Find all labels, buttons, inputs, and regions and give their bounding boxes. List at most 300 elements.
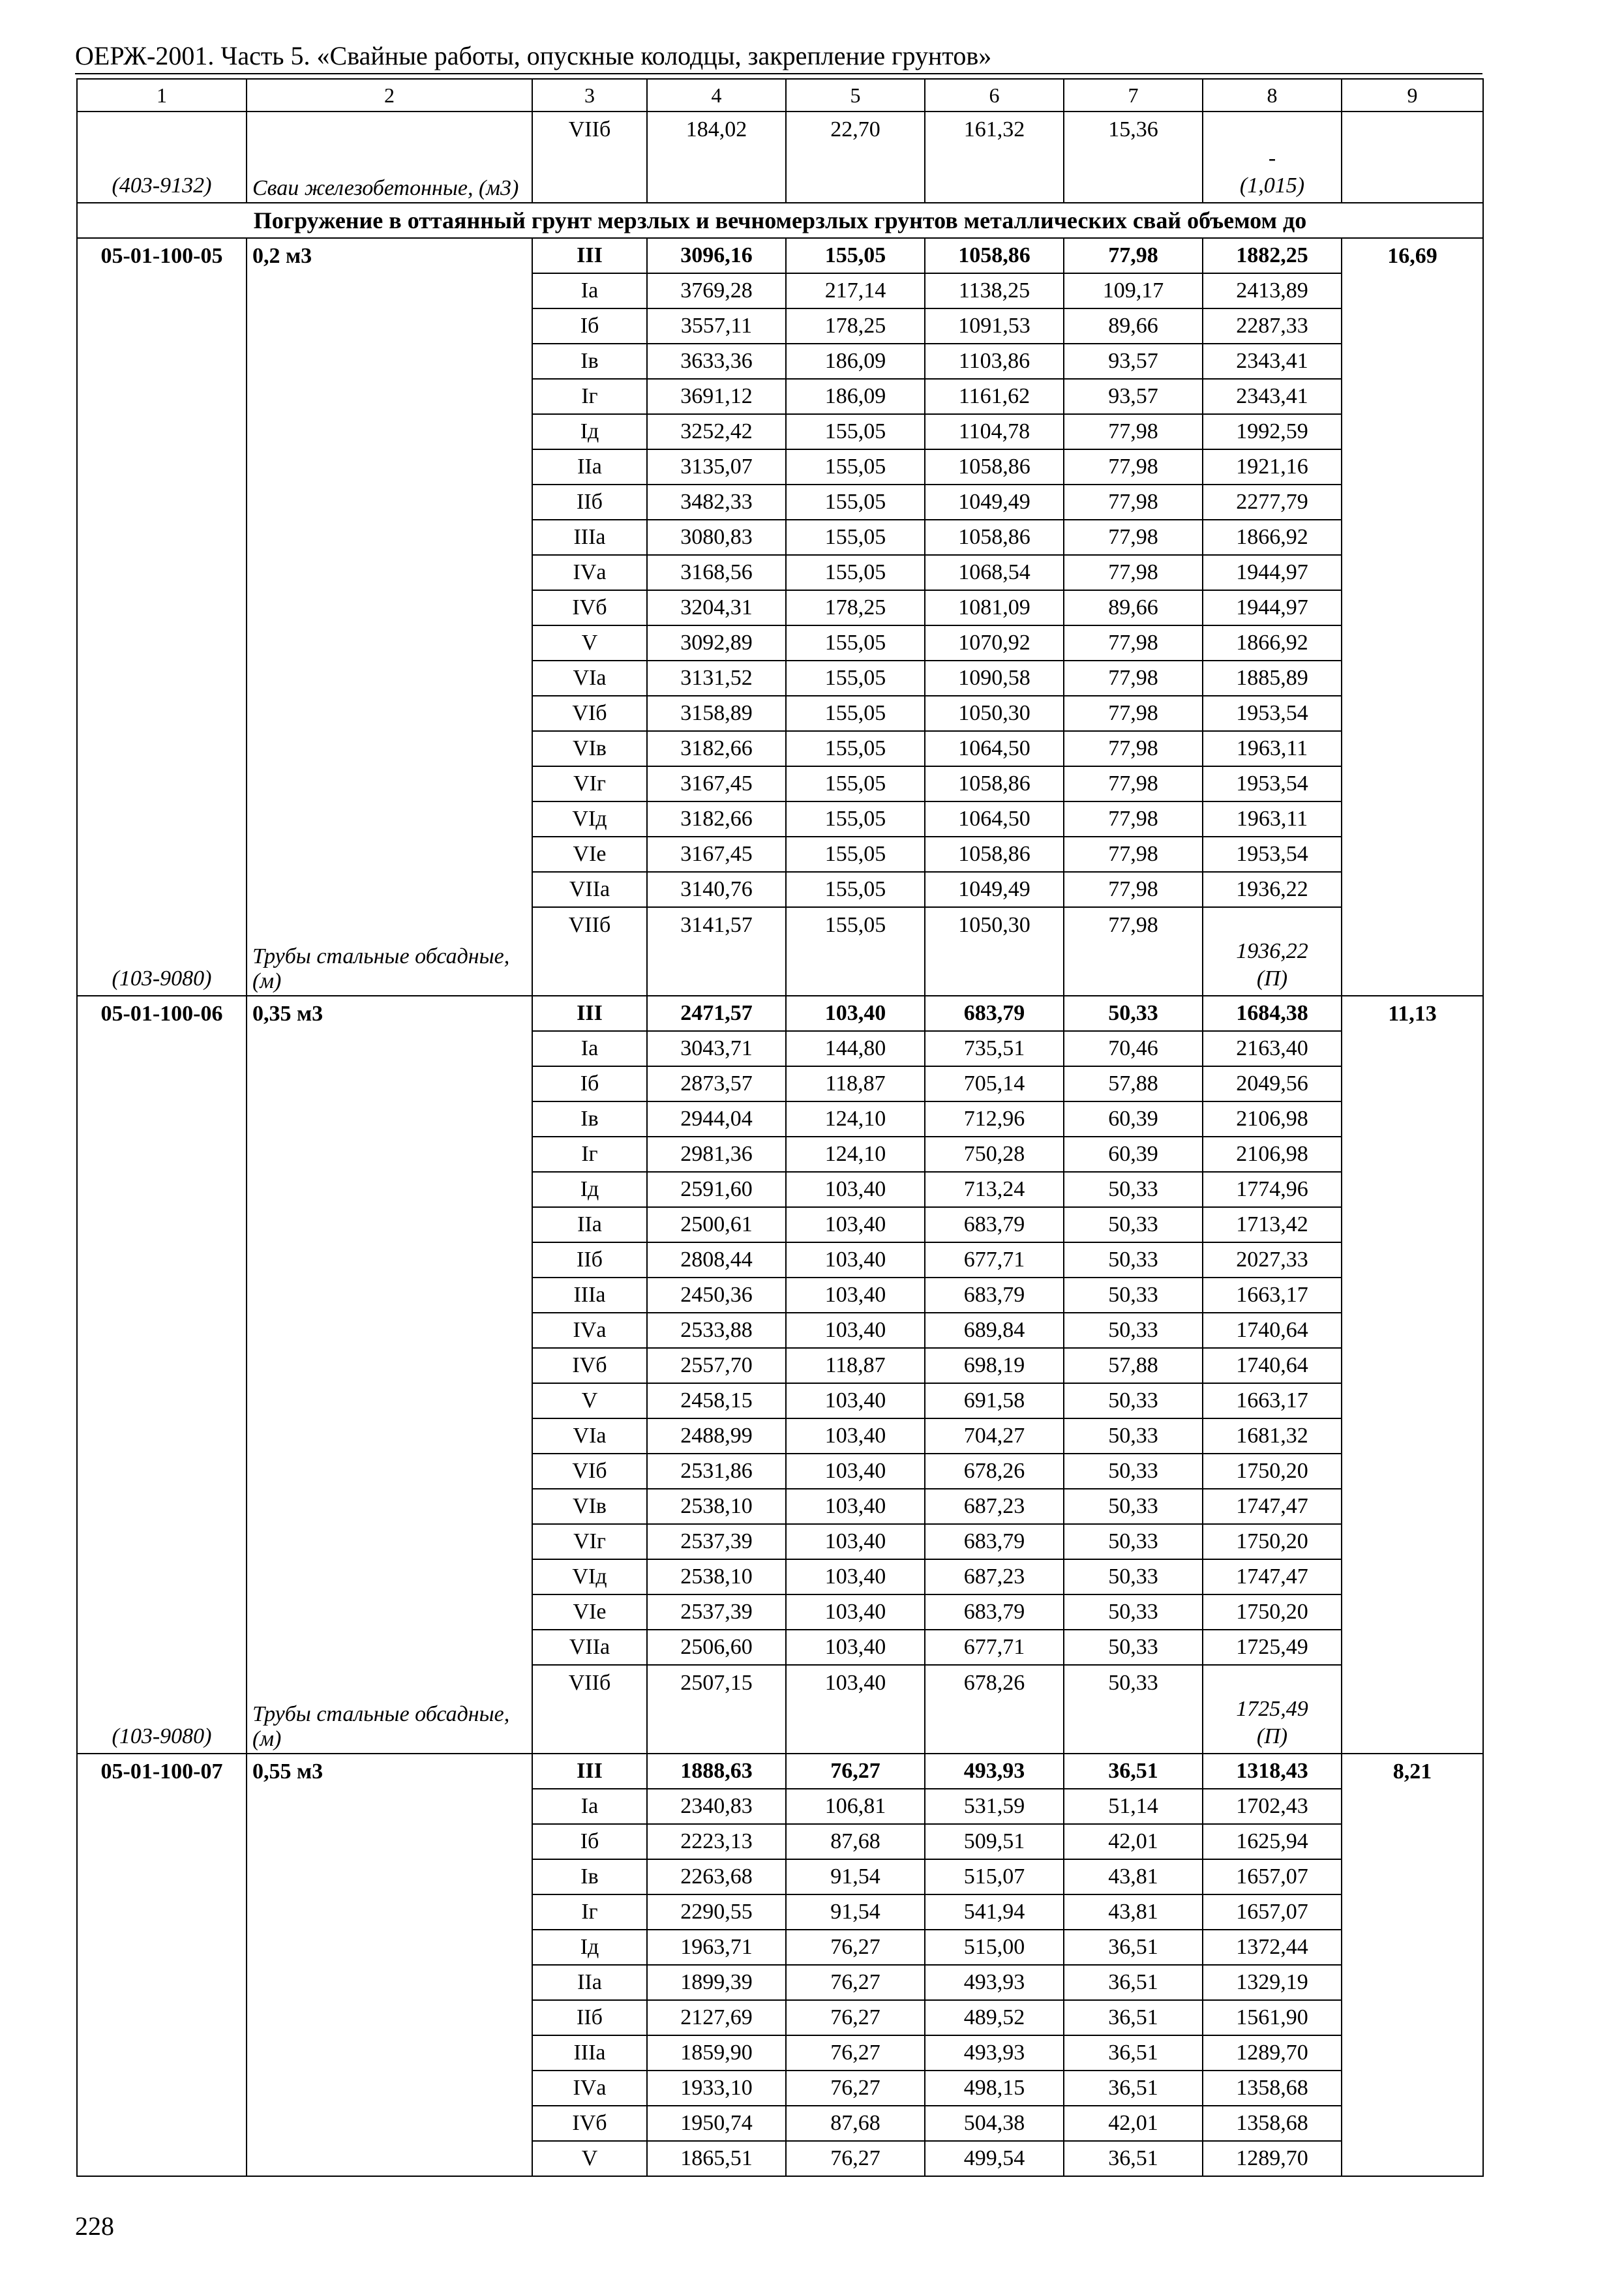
- code-cell-empty: [77, 1859, 247, 1894]
- region-cell: VIIа: [532, 1630, 647, 1665]
- value-cell: 155,05: [786, 696, 925, 731]
- value-cell: 2531,86: [647, 1454, 786, 1489]
- table-row: [77, 1278, 1483, 1313]
- value-cell: 1750,20: [1203, 1454, 1342, 1489]
- value-cell: 89,66: [1064, 590, 1203, 625]
- region-cell: IVа: [532, 1313, 647, 1348]
- table-row: [77, 1524, 1483, 1559]
- value-cell: [1064, 1665, 1203, 1754]
- description-cell-empty: [247, 308, 532, 344]
- table-row: [77, 1859, 1483, 1894]
- value-cell: 89,66: [1064, 308, 1203, 344]
- value-cell: 3633,36: [647, 344, 786, 379]
- region-cell: III: [532, 996, 647, 1031]
- value-cell: 60,39: [1064, 1137, 1203, 1172]
- table-row: [77, 661, 1483, 696]
- value-cell: 1358,68: [1203, 2106, 1342, 2141]
- material-qty: [1203, 907, 1342, 996]
- value-cell: 1866,92: [1203, 520, 1342, 555]
- value-cell: 1064,50: [925, 731, 1064, 766]
- column-number: 6: [925, 79, 1064, 112]
- value-cell: 76,27: [786, 2000, 925, 2035]
- table-row: [77, 414, 1483, 449]
- material-qty: [1203, 112, 1342, 203]
- table-row: [77, 766, 1483, 801]
- labor-cell-empty: [1342, 2071, 1483, 2106]
- table-row: [77, 2071, 1483, 2106]
- labor-cell-empty: [1342, 2035, 1483, 2071]
- labor-cell-empty: [1342, 379, 1483, 414]
- code-cell-empty: [77, 555, 247, 590]
- value-cell: 1058,86: [925, 520, 1064, 555]
- value-cell: 504,38: [925, 2106, 1064, 2141]
- description-cell-empty: [247, 1242, 532, 1278]
- labor-cell-empty: [1342, 2141, 1483, 2176]
- value-cell: 217,14: [786, 273, 925, 308]
- labor-cell-empty: [1342, 1454, 1483, 1489]
- labor-cell-empty: [1342, 1172, 1483, 1207]
- value-cell: 515,07: [925, 1859, 1064, 1894]
- value-cell: 1747,47: [1203, 1489, 1342, 1524]
- value-cell: 2127,69: [647, 2000, 786, 2035]
- value-cell: 186,09: [786, 344, 925, 379]
- description-cell: 0,55 м3: [247, 1754, 532, 1789]
- region-cell: VIб: [532, 696, 647, 731]
- value-cell: 2458,15: [647, 1383, 786, 1418]
- value-cell: 1289,70: [1203, 2141, 1342, 2176]
- value-cell: 77,98: [1064, 766, 1203, 801]
- column-number: 9: [1342, 79, 1483, 112]
- value-cell: 76,27: [786, 1930, 925, 1965]
- labor-cell-empty: [1342, 1137, 1483, 1172]
- value-cell: 118,87: [786, 1348, 925, 1383]
- code-cell-empty: [77, 590, 247, 625]
- description-cell-empty: [247, 661, 532, 696]
- code-cell-empty: [77, 2000, 247, 2035]
- value-cell: 1740,64: [1203, 1348, 1342, 1383]
- table-row: [77, 625, 1483, 661]
- description-cell-empty: [247, 2141, 532, 2176]
- value-cell: 77,98: [1064, 555, 1203, 590]
- description-cell-empty: [247, 2106, 532, 2141]
- labor-cell-empty: [1342, 1930, 1483, 1965]
- description-cell-empty: [247, 1101, 532, 1137]
- value-cell: 42,01: [1064, 1824, 1203, 1859]
- description-cell-empty: [247, 1789, 532, 1824]
- table-row: [77, 837, 1483, 872]
- column-number: 8: [1203, 79, 1342, 112]
- value-cell: 155,05: [786, 801, 925, 837]
- value-cell-value: 678,26: [963, 1671, 1025, 1695]
- region-cell: Iд: [532, 414, 647, 449]
- value-cell: 1663,17: [1203, 1278, 1342, 1313]
- code-cell-empty: [77, 1031, 247, 1066]
- value-cell: 103,40: [786, 1313, 925, 1348]
- value-cell: 1058,86: [925, 449, 1064, 485]
- value-cell: 698,19: [925, 1348, 1064, 1383]
- value-cell: 124,10: [786, 1137, 925, 1172]
- region-cell: Iд: [532, 1930, 647, 1965]
- value-cell: 2944,04: [647, 1101, 786, 1137]
- value-cell: 1944,97: [1203, 590, 1342, 625]
- description-cell: 0,2 м3: [247, 238, 532, 273]
- column-number: 3: [532, 79, 647, 112]
- value-cell: 50,33: [1064, 1172, 1203, 1207]
- value-cell: 2223,13: [647, 1824, 786, 1859]
- value-cell: 1936,22: [1203, 872, 1342, 907]
- code-cell-empty: [77, 1930, 247, 1965]
- value-cell: 77,98: [1064, 485, 1203, 520]
- material-code-material: (103-9080): [112, 1724, 212, 1748]
- value-cell: 2277,79: [1203, 485, 1342, 520]
- value-cell: 3043,71: [647, 1031, 786, 1066]
- region-cell: VIд: [532, 801, 647, 837]
- material-name: [247, 1665, 532, 1754]
- description-cell-empty: [247, 1594, 532, 1630]
- description-cell-empty: [247, 1418, 532, 1454]
- value-cell: 77,98: [1064, 625, 1203, 661]
- value-cell: 50,33: [1064, 1383, 1203, 1418]
- value-cell: 50,33: [1064, 1594, 1203, 1630]
- value-cell: 689,84: [925, 1313, 1064, 1348]
- material-row: [77, 907, 1483, 996]
- value-cell: 499,54: [925, 2141, 1064, 2176]
- value-cell: 155,05: [786, 414, 925, 449]
- value-cell: 2488,99: [647, 1418, 786, 1454]
- region-cell: IVб: [532, 2106, 647, 2141]
- value-cell: [925, 112, 1064, 203]
- labor-cell-empty: [1342, 696, 1483, 731]
- value-cell: 1866,92: [1203, 625, 1342, 661]
- value-cell: 3182,66: [647, 801, 786, 837]
- region-cell-value: VIIб: [568, 1671, 611, 1695]
- column-number-row: [77, 79, 1483, 112]
- table-row: [77, 485, 1483, 520]
- table-row: [77, 1207, 1483, 1242]
- value-cell: 1329,19: [1203, 1965, 1342, 2000]
- material-name-material: Трубы стальные обсадные, (м): [252, 1702, 510, 1751]
- region-cell-value: VIIб: [568, 913, 611, 937]
- region-cell: VIг: [532, 766, 647, 801]
- value-cell: 178,25: [786, 308, 925, 344]
- labor-cell-empty: [1342, 661, 1483, 696]
- value-cell: 1058,86: [925, 238, 1064, 273]
- column-number: 7: [1064, 79, 1203, 112]
- code-cell-empty: [77, 731, 247, 766]
- table-row: [77, 1066, 1483, 1101]
- value-cell: 2537,39: [647, 1524, 786, 1559]
- material-name-material: Трубы стальные обсадные, (м): [252, 944, 510, 993]
- code-cell-empty: [77, 2035, 247, 2071]
- labor-cell-empty: [1342, 1242, 1483, 1278]
- region-cell: Iд: [532, 1172, 647, 1207]
- description-cell-empty: [247, 1859, 532, 1894]
- value-cell: 691,58: [925, 1383, 1064, 1418]
- value-cell: 2163,40: [1203, 1031, 1342, 1066]
- labor-cell-empty: [1342, 485, 1483, 520]
- value-cell: 2106,98: [1203, 1137, 1342, 1172]
- value-cell: 1091,53: [925, 308, 1064, 344]
- value-cell: 103,40: [786, 1489, 925, 1524]
- labor-cell-empty: [1342, 625, 1483, 661]
- value-cell: 1963,11: [1203, 801, 1342, 837]
- table-row: [77, 1137, 1483, 1172]
- table-row: [77, 2141, 1483, 2176]
- code-cell-empty: [77, 2141, 247, 2176]
- code-cell-empty: [77, 801, 247, 837]
- value-cell: 118,87: [786, 1066, 925, 1101]
- material-code-material: (103-9080): [112, 966, 212, 991]
- value-cell: 109,17: [1064, 273, 1203, 308]
- value-cell: 1885,89: [1203, 661, 1342, 696]
- description-cell-empty: [247, 696, 532, 731]
- description-cell-empty: [247, 1172, 532, 1207]
- value-cell: 1725,49: [1203, 1630, 1342, 1665]
- value-cell: [647, 907, 786, 996]
- value-cell: 1081,09: [925, 590, 1064, 625]
- value-cell: 683,79: [925, 1524, 1064, 1559]
- value-cell-value: 155,05: [824, 913, 886, 937]
- description-cell-empty: [247, 520, 532, 555]
- region-cell: [532, 1665, 647, 1754]
- value-cell: 50,33: [1064, 996, 1203, 1031]
- value-cell: 155,05: [786, 520, 925, 555]
- value-cell: 3167,45: [647, 837, 786, 872]
- value-cell: 3691,12: [647, 379, 786, 414]
- code-cell-empty: [77, 766, 247, 801]
- description-cell-empty: [247, 555, 532, 590]
- region-cell: Iа: [532, 1789, 647, 1824]
- value-cell: 2500,61: [647, 1207, 786, 1242]
- value-cell: 1859,90: [647, 2035, 786, 2071]
- labor-cell-empty: [1342, 1559, 1483, 1594]
- value-cell: 3140,76: [647, 872, 786, 907]
- region-cell: VIв: [532, 731, 647, 766]
- value-cell-value: 1050,30: [958, 913, 1030, 937]
- value-cell: 2506,60: [647, 1630, 786, 1665]
- material-qty-material: (П): [1256, 966, 1288, 991]
- code-cell-empty: [77, 1066, 247, 1101]
- labor-cell-empty: [1342, 590, 1483, 625]
- value-cell: 1657,07: [1203, 1894, 1342, 1930]
- region-cell: Iа: [532, 1031, 647, 1066]
- region-cell: Iа: [532, 273, 647, 308]
- region-cell: VIе: [532, 1594, 647, 1630]
- value-cell: 144,80: [786, 1031, 925, 1066]
- description-cell-empty: [247, 1524, 532, 1559]
- value-cell: [647, 1665, 786, 1754]
- code-cell-empty: [77, 344, 247, 379]
- value-cell: 87,68: [786, 2106, 925, 2141]
- material-qty: [1203, 1665, 1342, 1754]
- value-cell: 1740,64: [1203, 1313, 1342, 1348]
- value-cell: 124,10: [786, 1101, 925, 1137]
- description-cell-empty: [247, 344, 532, 379]
- value-cell: 155,05: [786, 731, 925, 766]
- table-row: [77, 1965, 1483, 2000]
- table-row: [77, 1754, 1483, 1789]
- value-cell: 1953,54: [1203, 837, 1342, 872]
- value-cell-value: 22,70: [830, 117, 880, 142]
- column-number: 1: [77, 79, 247, 112]
- value-cell: [786, 907, 925, 996]
- value-cell-value: 77,98: [1108, 913, 1158, 937]
- code-cell-empty: [77, 2106, 247, 2141]
- labor-cell-empty: [1342, 801, 1483, 837]
- value-cell: 2340,83: [647, 1789, 786, 1824]
- value-cell: 77,98: [1064, 837, 1203, 872]
- labor-cell: [1342, 112, 1483, 203]
- code-cell: 05-01-100-05: [77, 238, 247, 273]
- labor-cell-empty: [1342, 1665, 1483, 1754]
- value-cell: 155,05: [786, 238, 925, 273]
- value-cell: 1358,68: [1203, 2071, 1342, 2106]
- code-cell-empty: [77, 1278, 247, 1313]
- value-cell: 155,05: [786, 485, 925, 520]
- value-cell: 106,81: [786, 1789, 925, 1824]
- code-cell-empty: [77, 1894, 247, 1930]
- value-cell: 103,40: [786, 1524, 925, 1559]
- labor-cell: 8,21: [1342, 1754, 1483, 1789]
- code-cell-empty: [77, 1101, 247, 1137]
- description-cell-empty: [247, 273, 532, 308]
- value-cell: 1747,47: [1203, 1559, 1342, 1594]
- value-cell: 2981,36: [647, 1137, 786, 1172]
- value-cell: [1064, 112, 1203, 203]
- table-row: [77, 731, 1483, 766]
- value-cell: 2537,39: [647, 1594, 786, 1630]
- description-cell-empty: [247, 1630, 532, 1665]
- code-cell-empty: [77, 837, 247, 872]
- labor-cell-empty: [1342, 1594, 1483, 1630]
- value-cell: 683,79: [925, 996, 1064, 1031]
- labor-cell-empty: [1342, 273, 1483, 308]
- value-cell: 36,51: [1064, 2035, 1203, 2071]
- value-cell: 3769,28: [647, 273, 786, 308]
- value-cell: 1865,51: [647, 2141, 786, 2176]
- value-cell: 103,40: [786, 1383, 925, 1418]
- region-cell: IIб: [532, 2000, 647, 2035]
- code-cell-empty: [77, 1418, 247, 1454]
- value-cell: 36,51: [1064, 1930, 1203, 1965]
- table-row: [77, 555, 1483, 590]
- value-cell: 60,39: [1064, 1101, 1203, 1137]
- region-cell-value: VIIб: [568, 117, 611, 142]
- value-cell: 103,40: [786, 1172, 925, 1207]
- labor-cell-empty: [1342, 344, 1483, 379]
- value-cell: 493,93: [925, 2035, 1064, 2071]
- material-name: [247, 112, 532, 203]
- value-cell: 103,40: [786, 1454, 925, 1489]
- labor-cell: 16,69: [1342, 238, 1483, 273]
- table-row: [77, 590, 1483, 625]
- description-cell-empty: [247, 1137, 532, 1172]
- code-cell-empty: [77, 1594, 247, 1630]
- description-cell-empty: [247, 1930, 532, 1965]
- labor-cell-empty: [1342, 1894, 1483, 1930]
- region-cell: IVб: [532, 1348, 647, 1383]
- code-cell-empty: [77, 1630, 247, 1665]
- value-cell: 50,33: [1064, 1418, 1203, 1454]
- value-cell: 155,05: [786, 766, 925, 801]
- region-cell: IIIа: [532, 520, 647, 555]
- value-cell: 91,54: [786, 1894, 925, 1930]
- labor-cell: 11,13: [1342, 996, 1483, 1031]
- value-cell: 2263,68: [647, 1859, 786, 1894]
- value-cell: 1049,49: [925, 872, 1064, 907]
- labor-cell-empty: [1342, 1313, 1483, 1348]
- value-cell: 750,28: [925, 1137, 1064, 1172]
- material-row: [77, 1665, 1483, 1754]
- region-cell: V: [532, 1383, 647, 1418]
- value-cell: 2027,33: [1203, 1242, 1342, 1278]
- value-cell: 515,00: [925, 1930, 1064, 1965]
- value-cell: 77,98: [1064, 520, 1203, 555]
- value-cell: 541,94: [925, 1894, 1064, 1930]
- table-row: [77, 1559, 1483, 1594]
- value-cell: 43,81: [1064, 1859, 1203, 1894]
- region-cell: IVа: [532, 555, 647, 590]
- value-cell: 2533,88: [647, 1313, 786, 1348]
- description-cell-empty: [247, 1031, 532, 1066]
- region-cell: Iб: [532, 1824, 647, 1859]
- value-cell: 77,98: [1064, 872, 1203, 907]
- value-cell: 1950,74: [647, 2106, 786, 2141]
- value-cell: 1090,58: [925, 661, 1064, 696]
- code-cell-empty: [77, 1559, 247, 1594]
- labor-cell-empty: [1342, 1066, 1483, 1101]
- labor-cell-empty: [1342, 1789, 1483, 1824]
- value-cell-value: 184,02: [685, 117, 747, 142]
- code-cell-empty: [77, 449, 247, 485]
- code-cell-empty: [77, 1137, 247, 1172]
- table-row: [77, 801, 1483, 837]
- value-cell: 2557,70: [647, 1348, 786, 1383]
- section-title: Погружение в оттаянный грунт мерзлых и вечномерзлых грунтов металлических свай объемом до: [77, 203, 1483, 238]
- description-cell-empty: [247, 837, 532, 872]
- labor-cell-empty: [1342, 872, 1483, 907]
- region-cell: III: [532, 1754, 647, 1789]
- value-cell: 103,40: [786, 1559, 925, 1594]
- labor-cell-empty: [1342, 1524, 1483, 1559]
- region-cell: VIа: [532, 661, 647, 696]
- value-cell: 3557,11: [647, 308, 786, 344]
- value-cell: 93,57: [1064, 379, 1203, 414]
- description-cell-empty: [247, 1824, 532, 1859]
- labor-cell-empty: [1342, 1207, 1483, 1242]
- table-row: [77, 449, 1483, 485]
- carry-row: [77, 112, 1483, 203]
- value-cell: 50,33: [1064, 1313, 1203, 1348]
- table-row: [77, 520, 1483, 555]
- region-cell: VIе: [532, 837, 647, 872]
- value-cell: 1933,10: [647, 2071, 786, 2106]
- region-cell: VIа: [532, 1418, 647, 1454]
- region-cell: IIб: [532, 1242, 647, 1278]
- table-row: [77, 1313, 1483, 1348]
- table-row: [77, 273, 1483, 308]
- price-table: [76, 78, 1484, 2177]
- labor-cell-empty: [1342, 1965, 1483, 2000]
- value-cell: [786, 112, 925, 203]
- region-cell: VIд: [532, 1559, 647, 1594]
- value-cell: 1070,92: [925, 625, 1064, 661]
- material-code: [77, 112, 247, 203]
- value-cell: 1318,43: [1203, 1754, 1342, 1789]
- value-cell: 1882,25: [1203, 238, 1342, 273]
- value-cell: 36,51: [1064, 2071, 1203, 2106]
- code-cell-empty: [77, 1454, 247, 1489]
